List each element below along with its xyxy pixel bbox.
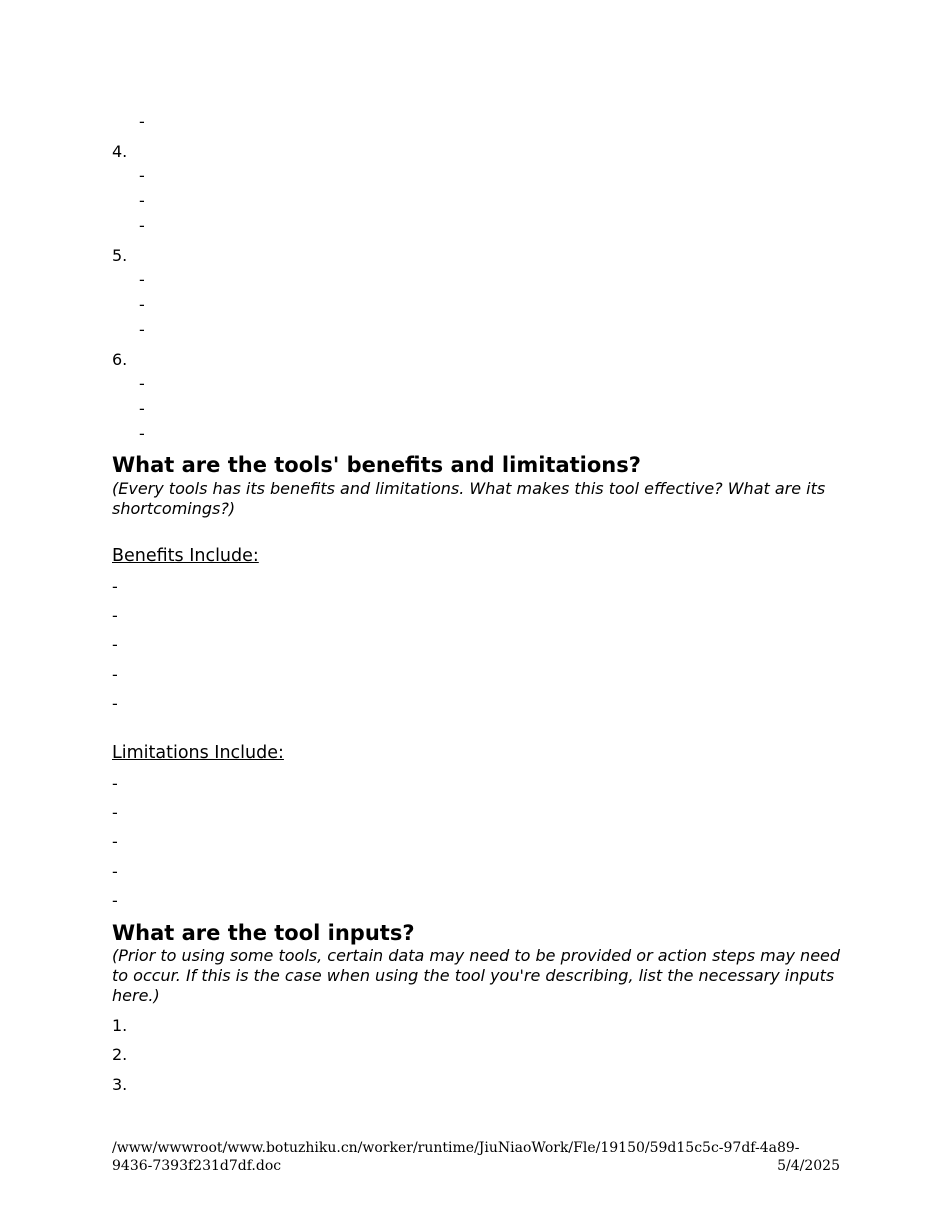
- list-dash: -: [139, 112, 145, 131]
- list-dash: -: [139, 295, 145, 314]
- limitation-item: -: [112, 774, 118, 793]
- benefits-limitations-heading: What are the tools' benefits and limitations?: [112, 453, 641, 477]
- list-dash: -: [139, 270, 145, 289]
- tool-inputs-note: (Prior to using some tools, certain data may need to be provided or action steps may need to occur. If this is the case when using the tool you're describing, list the necessary inputs here.): [112, 946, 841, 1005]
- benefit-item: -: [112, 606, 118, 625]
- list-dash: -: [139, 320, 145, 339]
- limitation-item: -: [112, 862, 118, 881]
- benefit-item: -: [112, 635, 118, 654]
- list-number: 4.: [112, 142, 128, 161]
- list-dash: -: [139, 374, 145, 393]
- list-dash: -: [139, 191, 145, 210]
- page-footer: [112, 1139, 840, 1179]
- benefit-item: -: [112, 577, 118, 596]
- list-number: 5.: [112, 246, 128, 265]
- input-item: 2.: [112, 1045, 128, 1064]
- benefits-label: Benefits Include:: [112, 546, 259, 566]
- list-number: 6.: [112, 350, 128, 369]
- benefit-item: -: [112, 665, 118, 684]
- benefit-item: -: [112, 694, 118, 713]
- list-dash: -: [139, 399, 145, 418]
- limitation-item: -: [112, 891, 118, 910]
- footer-date: 5/4/2025: [777, 1158, 840, 1174]
- list-dash: -: [139, 166, 145, 185]
- input-item: 1.: [112, 1016, 128, 1035]
- input-item: 3.: [112, 1075, 128, 1094]
- footer-file-path: /www/wwwroot/www.botuzhiku.cn/worker/runtime/JiuNiaoWork/Fle/19150/59d15c5c-97df-4a89-9436-7393f231d7df.doc: [112, 1140, 800, 1174]
- limitations-label: Limitations Include:: [112, 743, 284, 763]
- tool-inputs-heading: What are the tool inputs?: [112, 921, 415, 945]
- list-dash: -: [139, 424, 145, 443]
- benefits-limitations-note: (Every tools has its benefits and limitations. What makes this tool effective? What are its shortcomings?): [112, 479, 826, 518]
- limitation-item: -: [112, 803, 118, 822]
- list-dash: -: [139, 216, 145, 235]
- limitation-item: -: [112, 832, 118, 851]
